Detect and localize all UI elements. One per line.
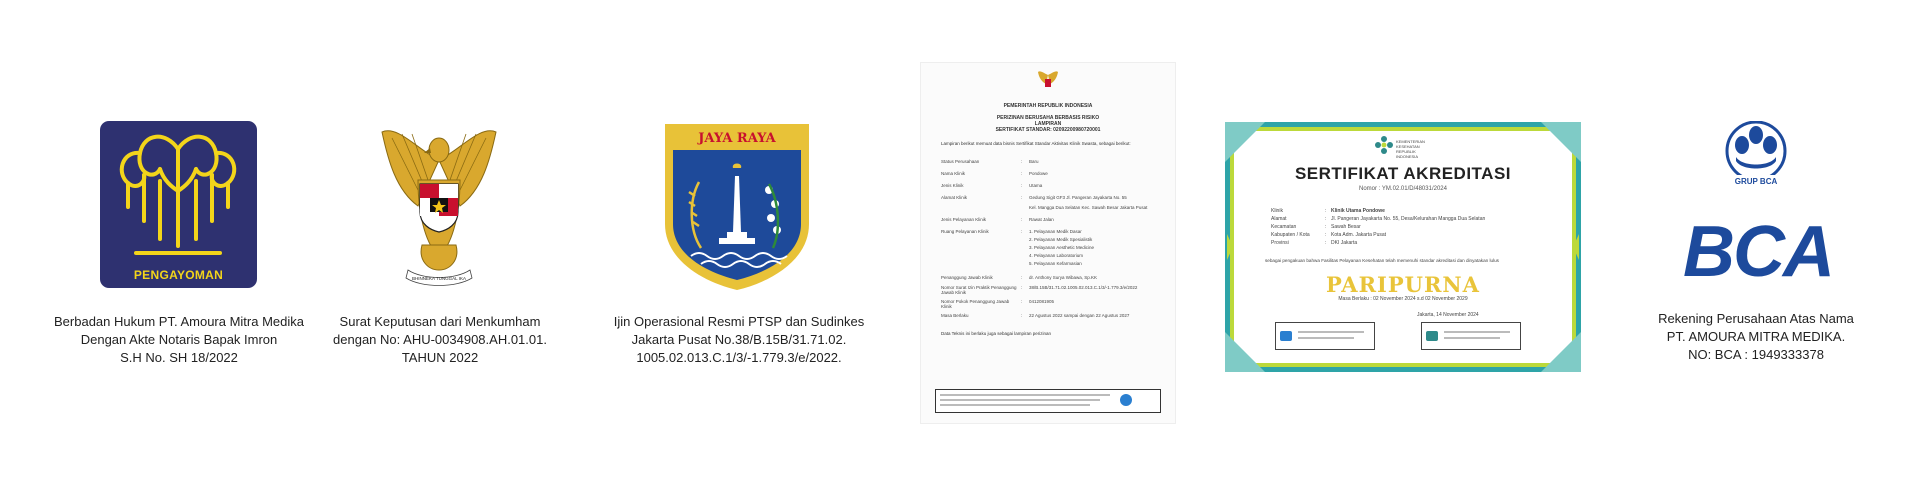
caption-line: TAHUN 2022: [401, 350, 479, 365]
permit-intro: Lampiran berikut memuat data bisnis Sertifikat Standar Aktivitas Klinik Swasta, sebagai berikut:: [941, 141, 1131, 146]
signature-line: [1298, 331, 1364, 333]
permit-value: Baru: [1029, 159, 1039, 164]
certificate-field-label: Alamat: [1271, 216, 1287, 222]
permit-value: Utama: [1029, 183, 1043, 188]
permit-label: Masa Berlaku: [941, 313, 969, 318]
garuda-icon: [378, 120, 500, 295]
permit-colon: :: [1021, 275, 1023, 280]
permit-value: Gedung Sigit GF3 Jl. Pangeran Jayakarta No. 55: [1029, 195, 1127, 200]
caption-line: Dengan Akte Notaris Bapak Imron: [80, 332, 278, 347]
certificate-field-label: Klinik: [1271, 208, 1283, 214]
permit-value: Kel. Mangga Dua Selatan Kec. Sawah Besar Jakarta Pusat: [1029, 205, 1148, 210]
caption-line: Ijin Operasional Resmi PTSP dan Sudinkes: [613, 314, 865, 329]
certificate-number: Nomor : YM.02.01/D/48031/2024: [1359, 186, 1447, 192]
bca-logo: [1680, 121, 1832, 281]
bca-emblem-icon: [1680, 121, 1832, 281]
accreditation-grade: PARIPURNA: [1326, 272, 1480, 297]
signature-line: [1444, 331, 1510, 333]
accreditation-certificate: [1225, 122, 1581, 372]
business-permit-document: [920, 62, 1176, 424]
caption-line: NO: BCA : 1949333378: [1688, 347, 1824, 362]
permit-colon: :: [1021, 217, 1023, 222]
bca-caption: [1636, 310, 1876, 364]
certificate-field-value: Kota Adm. Jakarta Pusat: [1331, 232, 1387, 238]
certificate-title: SERTIFIKAT AKREDITASI: [1294, 164, 1512, 183]
permit-label: Status Perusahaan: [941, 159, 980, 164]
signature-line: [1444, 337, 1500, 339]
caption-line: 1005.02.013.C.1/3/-1.779.3/e/2022.: [636, 350, 842, 365]
permit-label: Nomor Pokok Penanggung Jawab Klinik: [941, 299, 1010, 309]
permit-colon: :: [1021, 159, 1023, 164]
permit-heading-3: LAMPIRAN: [1034, 121, 1062, 127]
notice-line: [940, 404, 1090, 406]
caption-line: PT. AMOURA MITRA MEDIKA.: [1666, 329, 1846, 344]
institution-logo-icon: [1426, 331, 1438, 341]
permit-value: 1. Pelayanan Medik Dasar: [1029, 229, 1082, 234]
garuda-motto: BHINNEKA TUNGGAL IKA: [411, 276, 467, 281]
jakarta-shield-icon: [661, 120, 813, 292]
certificate-validity: Masa Berlaku : 02 November 2024 s.d 02 November 2029: [1338, 296, 1468, 302]
caption-line: dengan No: AHU-0034908.AH.01.01.: [333, 332, 547, 347]
permit-label: Penanggung Jawab Klinik: [941, 275, 993, 280]
permit-colon: :: [1021, 313, 1023, 318]
kemenkes-logo-icon: [1375, 136, 1393, 154]
permit-colon: :: [1021, 183, 1023, 188]
permit-value: 2. Pelayanan Medik Spesialistik: [1029, 237, 1093, 242]
pengayoman-label: PENGAYOMAN: [133, 268, 224, 282]
jayaraya-caption: [604, 313, 874, 367]
pengayoman-tree-icon: [100, 121, 257, 271]
kemenkes-label: KEMENTERIAN KESEHATAN REPUBLIK INDONESIA: [1396, 139, 1425, 159]
jayaraya-label: JAYA RAYA: [698, 131, 776, 146]
permit-value: Pondowe: [1029, 171, 1048, 176]
caption-line: Berbadan Hukum PT. Amoura Mitra Medika: [54, 314, 304, 329]
permit-value: 5. Pelayanan Kefarmasian: [1029, 261, 1082, 266]
bca-wordmark: BCA: [1683, 212, 1832, 281]
garuda-small-icon: [1037, 69, 1059, 91]
permit-value: dr. Anthony Surya Wibawa, Sp.KK: [1029, 275, 1098, 280]
permit-colon: :: [1021, 285, 1023, 290]
certificate-field-label: Kabupaten / Kota: [1271, 232, 1310, 238]
certificate-field-value: Jl. Pangeran Jayakarta No. 55, Desa/Kelurahan Mangga Dua Selatan: [1331, 216, 1486, 222]
certificate-colon: :: [1325, 240, 1327, 246]
permit-heading-1: PEMERINTAH REPUBLIK INDONESIA: [1003, 103, 1093, 109]
permit-colon: :: [1021, 195, 1023, 200]
certificate-colon: :: [1325, 224, 1327, 230]
permit-heading-4: SERTIFIKAT STANDAR: 02092200980720001: [995, 127, 1101, 133]
garuda-caption: [320, 313, 560, 367]
certificate-field-value: Sawah Besar: [1331, 224, 1361, 230]
permit-value: 3. Pelayanan Aesthetic Medicine: [1029, 245, 1095, 250]
permit-label: Nomor Surat Izin Praktik Penanggung Jawab Klinik: [941, 285, 1017, 295]
permit-heading-2: PERIZINAN BERUSAHA BERBASIS RISIKO: [996, 115, 1100, 121]
permit-value: 38/B.15B/31.71.02.1005.02.013.C.1/3/-1.779.3/e/2022: [1029, 285, 1138, 290]
certificate-field-value: Klinik Utama Pondowe: [1331, 208, 1385, 214]
permit-colon: :: [1021, 171, 1023, 176]
caption-line: Jakarta Pusat No.38/B.15B/31.71.02.: [631, 332, 847, 347]
caption-line: S.H No. SH 18/2022: [120, 350, 238, 365]
permit-value: 4. Pelayanan Laboratorium: [1029, 253, 1084, 258]
certificate-statement: sebagai pengakuan bahwa Fasilitas Pelayanan Kesehatan telah memenuhi standar akreditasi dan dinyatakan lulus: [1265, 258, 1499, 263]
permit-colon: :: [1021, 229, 1023, 234]
certificate-field-value: DKI Jakarta: [1331, 240, 1358, 246]
institution-logo-icon: [1280, 331, 1292, 341]
permit-label: Nama Klinik: [941, 171, 966, 176]
permit-value: 0412081905: [1029, 299, 1055, 304]
notice-line: [940, 394, 1110, 396]
oss-logo-icon: [1120, 394, 1132, 406]
permit-label: Jenis Klinik: [941, 183, 964, 188]
garuda-emblem: [378, 120, 500, 295]
permit-colon: :: [1021, 299, 1023, 304]
permit-footer-note: Data Teknis ini berlaku juga sebagai lampiran perizinan: [941, 331, 1051, 336]
permit-value: Rawat Jalan: [1029, 217, 1054, 222]
pengayoman-logo: [100, 121, 257, 288]
permit-notice-box: [935, 389, 1161, 413]
caption-line: Surat Keputusan dari Menkumham: [339, 314, 541, 329]
jayaraya-emblem: [661, 120, 813, 292]
permit-label: Alamat Klinik: [941, 195, 968, 200]
caption-line: Rekening Perusahaan Atas Nama: [1658, 311, 1854, 326]
certificate-colon: :: [1325, 208, 1327, 214]
signature-line: [1298, 337, 1354, 339]
permit-label: Jenis Pelayanan Klinik: [941, 217, 987, 222]
permit-value: 22 Agustus 2022 sampai dengan 22 Agustus 2027: [1029, 313, 1130, 318]
signature-box-left: [1275, 322, 1375, 350]
signature-box-right: [1421, 322, 1521, 350]
certificate-field-label: Kecamatan: [1271, 224, 1297, 230]
bca-group-label: GRUP BCA: [1734, 177, 1778, 186]
certificate-colon: :: [1325, 232, 1327, 238]
certificate-place-date: Jakarta, 14 November 2024: [1417, 312, 1479, 318]
permit-label: Ruang Pelayanan Klinik: [941, 229, 989, 234]
certificate-colon: :: [1325, 216, 1327, 222]
pengayoman-caption: [40, 313, 318, 367]
certificate-field-label: Provinsi: [1271, 240, 1289, 246]
notice-line: [940, 399, 1100, 401]
